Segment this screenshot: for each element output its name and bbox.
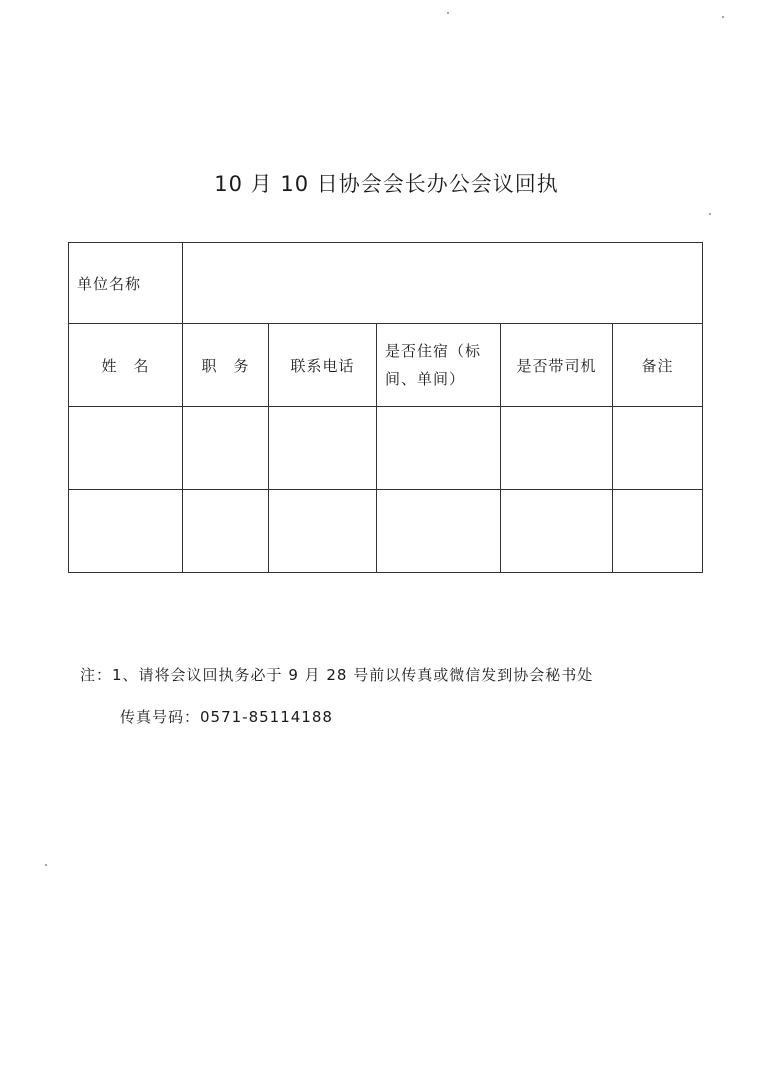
header-remarks: 备注 — [613, 324, 703, 407]
note-fax-number: 传真号码：0571-85114188 — [120, 708, 333, 726]
header-name: 姓 名 — [69, 324, 183, 407]
scan-speck — [722, 16, 724, 18]
table-cell — [69, 407, 183, 490]
table-row — [69, 490, 703, 573]
scan-speck — [709, 213, 711, 215]
table-cell — [269, 490, 377, 573]
table-cell — [613, 490, 703, 573]
document-title: 10 月 10 日协会会长办公会议回执 — [214, 172, 559, 196]
table-cell — [377, 407, 501, 490]
table-cell — [183, 407, 269, 490]
table-cell — [377, 490, 501, 573]
table-cell — [183, 490, 269, 573]
header-phone: 联系电话 — [269, 324, 377, 407]
scan-speck — [45, 864, 47, 866]
table-cell — [501, 407, 613, 490]
note-instruction: 注：1、请将会议回执务必于 9 月 28 号前以传真或微信发到协会秘书处 — [80, 666, 594, 684]
table-header-row — [69, 324, 703, 407]
table-row-unit — [69, 243, 703, 324]
receipt-table — [68, 242, 703, 573]
scan-speck — [447, 12, 449, 14]
table-cell — [269, 407, 377, 490]
header-driver: 是否带司机 — [501, 324, 613, 407]
header-position: 职 务 — [183, 324, 269, 407]
table-cell — [501, 490, 613, 573]
table-row — [69, 407, 703, 490]
table-cell — [69, 490, 183, 573]
table-cell — [613, 407, 703, 490]
unit-name-label: 单位名称 — [69, 243, 183, 324]
unit-name-value — [183, 243, 703, 324]
header-accommodation: 是否住宿（标间、单间） — [377, 324, 501, 407]
